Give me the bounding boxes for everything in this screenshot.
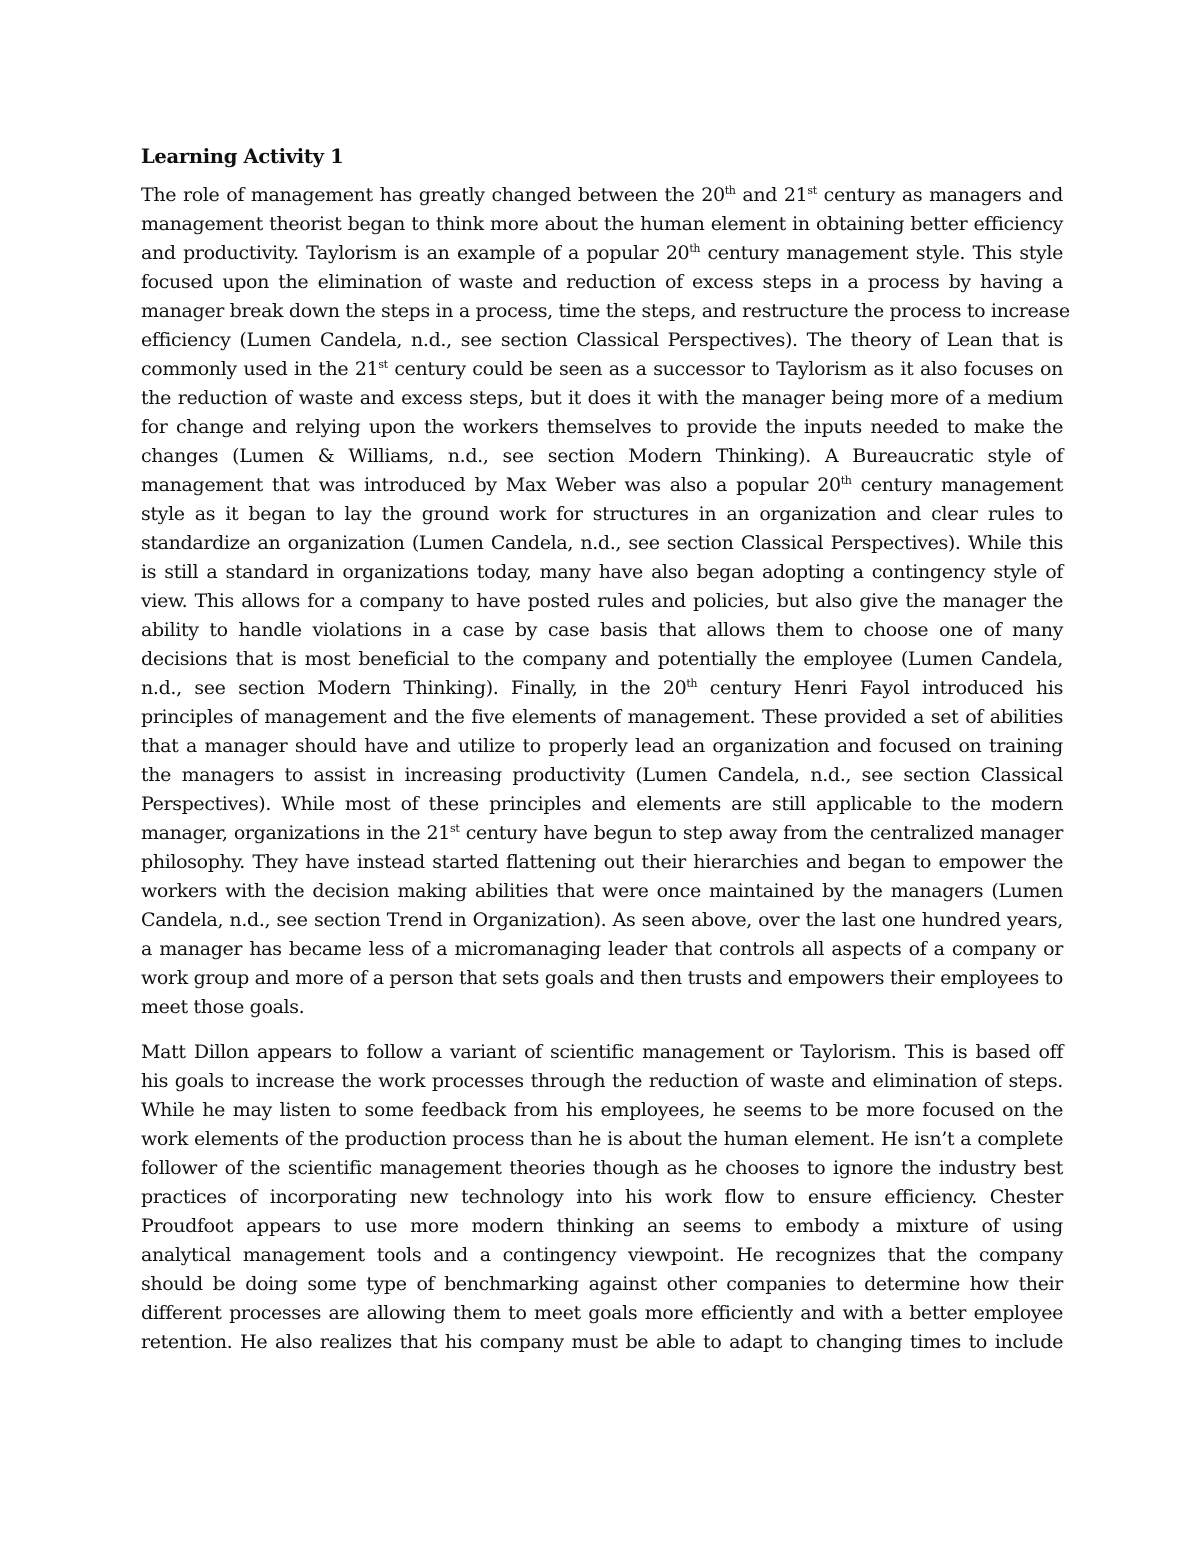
text-line (141, 413, 1063, 442)
line-text: manager, organizations in the 21 (141, 822, 451, 844)
line-text: that a manager should have and utilize to properly lead an organization and focused on training (141, 735, 1063, 757)
line-text: analytical management tools and a contingency viewpoint. He recognizes that the company (141, 1244, 1063, 1266)
text-line (141, 1299, 1063, 1328)
line-text: principles of management and the five elements of management. These provided a set of abilities (141, 706, 1063, 728)
document-title: Learning Activity 1 (141, 145, 344, 168)
line-text: style as it began to lay the ground work for structures in an organization and clear rules to (141, 503, 1063, 525)
ordinal-suffix: th (689, 242, 701, 255)
text-line (141, 703, 1063, 732)
line-text: is still a standard in organizations today, many have also began adopting a contingency style of (141, 561, 1063, 583)
text-line (141, 674, 1063, 703)
ordinal-suffix: st (807, 184, 817, 197)
line-text: should be doing some type of benchmarking against other companies to determine how their (141, 1273, 1063, 1295)
line-text: Candela, n.d., see section Trend in Organization). As seen above, over the last one hundred years, (141, 909, 1063, 931)
text-line (141, 442, 1063, 471)
line-text: philosophy. They have instead started flattening out their hierarchies and began to empower the (141, 851, 1063, 873)
text-line (141, 558, 1063, 587)
text-line (141, 181, 1063, 210)
text-line (141, 645, 1063, 674)
text-line (141, 1212, 1063, 1241)
text-line (141, 848, 1063, 877)
line-text: management that was introduced by Max Weber was also a popular 20 (141, 474, 841, 496)
line-text: his goals to increase the work processes through the reduction of waste and elimination of steps. (141, 1070, 1063, 1092)
text-line (141, 268, 1063, 297)
text-line (141, 877, 1063, 906)
paragraph-1 (141, 181, 1070, 1022)
line-text: the reduction of waste and excess steps, but it does it with the manager being more of a medium (141, 387, 1063, 409)
text-line (141, 529, 1063, 558)
line-text: standardize an organization (Lumen Candela, n.d., see section Classical Perspectives). While this (141, 532, 1063, 554)
line-text: work group and more of a person that sets goals and then trusts and empowers their employees to (141, 967, 1063, 989)
text-line (141, 819, 1063, 848)
text-line (141, 239, 1063, 268)
line-text: and 21 (735, 184, 808, 206)
line-text: follower of the scientific management theories though as he chooses to ignore the industry best (141, 1157, 1063, 1179)
line-text: decisions that is most beneficial to the company and potentially the employee (Lumen Candela, (141, 648, 1063, 670)
line-text: efficiency (Lumen Candela, n.d., see section Classical Perspectives). The theory of Lean that is (141, 329, 1063, 351)
text-line (141, 1067, 1063, 1096)
text-line (141, 355, 1063, 384)
line-text: view. This allows for a company to have posted rules and policies, but also give the manager the (141, 590, 1063, 612)
line-text: Matt Dillon appears to follow a variant of scientific management or Taylorism. This is based off (141, 1041, 1063, 1063)
text-line (141, 732, 1063, 761)
paragraph-2 (141, 1038, 1063, 1357)
text-line (141, 935, 1063, 964)
text-line (141, 1241, 1063, 1270)
text-line (141, 761, 1063, 790)
text-line (141, 384, 1063, 413)
text-line (141, 297, 1070, 326)
line-text: ability to handle violations in a case by case basis that allows them to choose one of many (141, 619, 1063, 641)
line-text: century Henri Fayol introduced his (697, 677, 1063, 699)
text-line (141, 1183, 1063, 1212)
line-text: commonly used in the 21 (141, 358, 379, 380)
text-line (141, 1096, 1063, 1125)
ordinal-suffix: st (378, 358, 388, 371)
line-text: the managers to assist in increasing productivity (Lumen Candela, n.d., see section Classical (141, 764, 1063, 786)
line-text: a manager has became less of a micromanaging leader that controls all aspects of a company or (141, 938, 1063, 960)
text-line (141, 210, 1063, 239)
document-body (141, 142, 1070, 1357)
text-line (141, 790, 1063, 819)
text-line (141, 616, 1063, 645)
text-line (141, 964, 1063, 993)
text-line (141, 1125, 1063, 1154)
ordinal-suffix: th (724, 184, 736, 197)
line-text: Proudfoot appears to use more modern thinking an seems to embody a mixture of using (141, 1215, 1063, 1237)
line-text: century have begun to step away from the centralized manager (459, 822, 1063, 844)
line-text: Perspectives). While most of these principles and elements are still applicable to the modern (141, 793, 1063, 815)
line-text: retention. He also realizes that his company must be able to adapt to changing times to include (141, 1331, 1063, 1353)
text-line (141, 471, 1063, 500)
line-text: meet those goals. (141, 996, 305, 1018)
text-line (141, 326, 1063, 355)
line-text: different processes are allowing them to meet goals more efficiently and with a better employee (141, 1302, 1063, 1324)
line-text: While he may listen to some feedback from his employees, he seems to be more focused on the (141, 1099, 1063, 1121)
text-line (141, 1154, 1063, 1183)
ordinal-suffix: th (686, 677, 698, 690)
line-text: century management style. This style (700, 242, 1064, 264)
line-text: manager break down the steps in a process, time the steps, and restructure the process to increase (141, 300, 1070, 322)
line-text: n.d., see section Modern Thinking). Finally, in the 20 (141, 677, 687, 699)
text-line (141, 1270, 1063, 1299)
line-text: focused upon the elimination of waste and reduction of excess steps in a process by having a (141, 271, 1063, 293)
text-line (141, 500, 1063, 529)
text-line (141, 587, 1063, 616)
line-text: century management (851, 474, 1063, 496)
line-text: and productivity. Taylorism is an example of a popular 20 (141, 242, 690, 264)
line-text: workers with the decision making abilities that were once maintained by the managers (Lumen (141, 880, 1063, 902)
text-line (141, 1038, 1063, 1067)
ordinal-suffix: th (840, 474, 852, 487)
ordinal-suffix: st (450, 822, 460, 835)
line-text: century as managers and (816, 184, 1063, 206)
text-line (141, 1328, 1063, 1357)
line-text: management theorist began to think more about the human element in obtaining better efficiency (141, 213, 1063, 235)
line-text: The role of management has greatly changed between the 20 (141, 184, 725, 206)
line-text: changes (Lumen & Williams, n.d., see section Modern Thinking). A Bureaucratic style of (141, 445, 1063, 467)
line-text: century could be seen as a successor to Taylorism as it also focuses on (387, 358, 1063, 380)
line-text: work elements of the production process than he is about the human element. He isn’t a complete (141, 1128, 1063, 1150)
text-line (141, 906, 1063, 935)
text-line (141, 993, 1063, 1022)
line-text: practices of incorporating new technology into his work flow to ensure efficiency. Chester (141, 1186, 1063, 1208)
line-text: for change and relying upon the workers themselves to provide the inputs needed to make the (141, 416, 1063, 438)
